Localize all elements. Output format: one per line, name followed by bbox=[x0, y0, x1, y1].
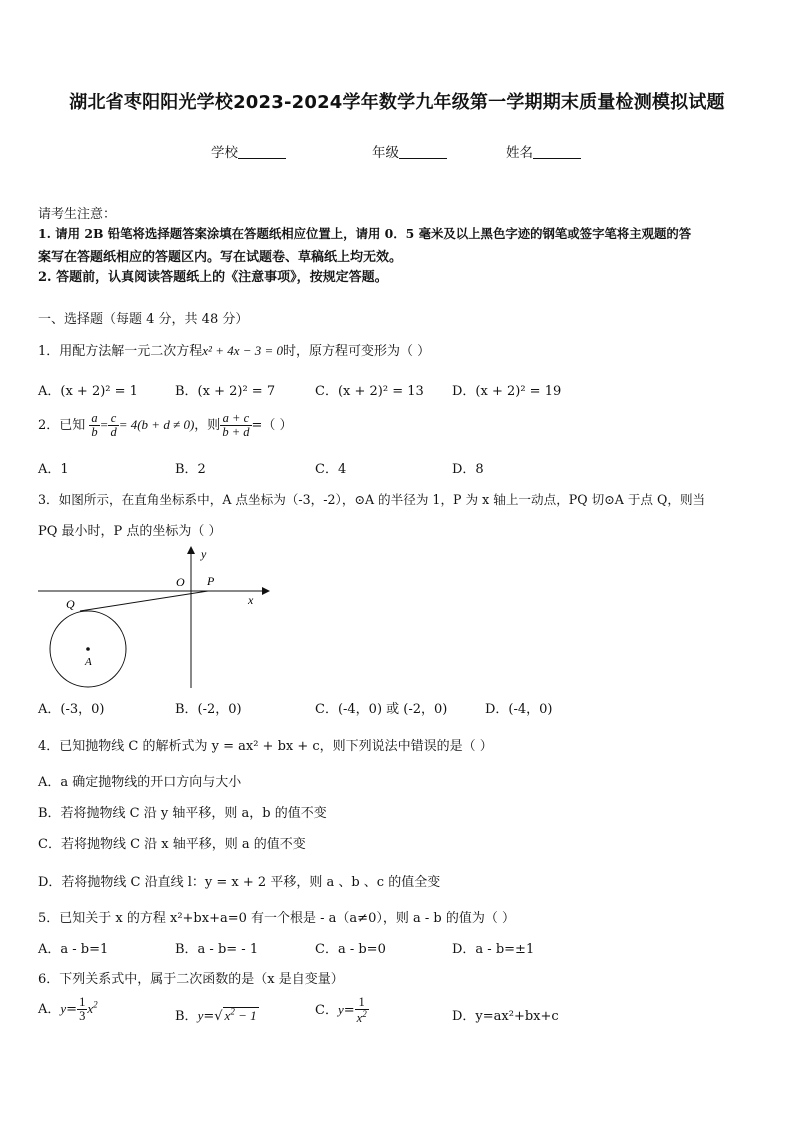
q1-equation: x² + 4x − 3 = 0 bbox=[202, 343, 284, 358]
q3-option-b: B．(-2，0) bbox=[175, 702, 242, 717]
point-p-label: P bbox=[207, 574, 215, 588]
q6-option-c: C．y= $\frac{1}{x^2}$ bbox=[315, 995, 367, 1026]
question-2: 2．已知 $\frac{a}{b}$ = $\frac{c}{d}$ = 4(b + d ≠ 0)，则 $\frac{a + c}{b + d}$ =（ ） bbox=[38, 411, 293, 440]
notice-line-3: 2. 答题前，认真阅读答题纸上的《注意事项》，按规定答题。 bbox=[38, 270, 388, 285]
y-axis-arrow-icon bbox=[187, 546, 195, 554]
q5-option-d: D．a - b=±1 bbox=[452, 942, 535, 957]
tangent-pq bbox=[80, 591, 208, 611]
q3-line-1: 3．如图所示，在直角坐标系中，A 点坐标为（-3，-2），⊙A 的半径为 1，P 为 x 轴上一动点，PQ 切⊙A 于点 Q，则当 bbox=[38, 492, 706, 507]
notice-line-2: 案写在答题纸相应的答题区内。写在试题卷、草稿纸上均无效。 bbox=[38, 250, 403, 265]
notice-line-1: 1. 请用 2B 铅笔将选择题答案涂填在答题纸相应位置上，请用 0．5 毫米及以上黑色字迹的钢笔或签字笔将主观题的答 bbox=[38, 226, 692, 241]
q2-stem-a: 2．已知 bbox=[38, 418, 86, 434]
q3-coordinate-figure bbox=[30, 540, 280, 690]
q5-option-c: C．a - b=0 bbox=[315, 942, 386, 957]
school-field bbox=[211, 141, 286, 161]
q2-option-b: B．2 bbox=[175, 462, 206, 477]
q3-option-c: C．(-4，0) 或 (-2，0) bbox=[315, 702, 448, 717]
q1-stem-b: 时，原方程可变形为（ ） bbox=[283, 344, 431, 359]
name-label: 姓名 bbox=[506, 145, 533, 161]
fraction-ac-over-bd: $\frac{a + c}{b + d}$ bbox=[222, 411, 250, 440]
question-1 bbox=[38, 340, 430, 359]
name-field bbox=[506, 141, 581, 161]
q4-option-c: C．若将抛物线 C 沿 x 轴平移，则 a 的值不变 bbox=[38, 837, 306, 852]
y-axis-label: y bbox=[201, 547, 207, 561]
x-axis-arrow-icon bbox=[262, 587, 270, 595]
q2-option-d: D．8 bbox=[452, 462, 484, 477]
q2-option-c: C．4 bbox=[315, 462, 347, 477]
q5-option-b: B．a - b= - 1 bbox=[175, 942, 259, 957]
q2-option-a: A．1 bbox=[38, 462, 69, 477]
q5-option-a: A．a - b=1 bbox=[38, 942, 109, 957]
q4-option-d: D．若将抛物线 C 沿直线 l：y = x + 2 平移，则 a 、b 、c 的值全变 bbox=[38, 875, 441, 890]
q5-stem: 5．已知关于 x 的方程 x²+bx+a=0 有一个根是 - a（a≠0），则 a - b 的值为（ ） bbox=[38, 911, 515, 926]
q6-option-d: D．y=ax²+bx+c bbox=[452, 1009, 559, 1024]
q3-option-d: D．(-4，0) bbox=[485, 702, 553, 717]
q4-option-b: B．若将抛物线 C 沿 y 轴平移，则 a，b 的值不变 bbox=[38, 806, 327, 821]
x-axis-label: x bbox=[248, 593, 254, 607]
q1-stem-a: 1．用配方法解一元二次方程 bbox=[38, 344, 203, 359]
school-label: 学校 bbox=[211, 145, 238, 161]
q6-option-a: A．y= $\frac{1}{3}$ $x^2$ bbox=[38, 995, 98, 1024]
origin-label: O bbox=[176, 575, 185, 589]
notice-heading: 请考生注意： bbox=[38, 207, 117, 222]
q4-stem: 4．已知抛物线 C 的解析式为 y = ax² + bx + c，则下列说法中错误的是（ ） bbox=[38, 739, 493, 754]
point-a-label: A bbox=[85, 656, 92, 668]
fraction-a-over-b: $\frac{a}{b}$ bbox=[91, 411, 98, 440]
q2-stem-b: ，则 bbox=[194, 418, 221, 434]
q3-line-2: PQ 最小时，P 点的坐标为（ ） bbox=[38, 524, 222, 539]
q4-option-a: A．a 确定抛物线的开口方向与大小 bbox=[38, 775, 242, 790]
center-point-a bbox=[86, 647, 90, 651]
page-title: 湖北省枣阳阳光学校2023-2024学年数学九年级第一学期期末质量检测模拟试题 bbox=[69, 92, 725, 113]
q3-option-a: A．(-3，0) bbox=[38, 702, 105, 717]
q6-stem: 6．下列关系式中，属于二次函数的是（x 是自变量） bbox=[38, 972, 344, 987]
section-heading: 一、选择题（每题 4 分，共 48 分） bbox=[38, 312, 249, 327]
fraction-c-over-d: $\frac{c}{d}$ bbox=[110, 411, 117, 440]
q1-option-b: B．(x + 2)² = 7 bbox=[175, 384, 276, 399]
q2-stem-c: =（ ） bbox=[251, 418, 293, 434]
q1-option-a: A．(x + 2)² = 1 bbox=[38, 384, 138, 399]
grade-label: 年级 bbox=[372, 145, 399, 161]
grade-field bbox=[372, 141, 447, 161]
q6-option-b: B．y=√ $x^2 - 1$ bbox=[175, 1006, 257, 1024]
q1-option-c: C．(x + 2)² = 13 bbox=[315, 384, 424, 399]
point-q-label: Q bbox=[66, 597, 75, 611]
q1-option-d: D．(x + 2)² = 19 bbox=[452, 384, 562, 399]
